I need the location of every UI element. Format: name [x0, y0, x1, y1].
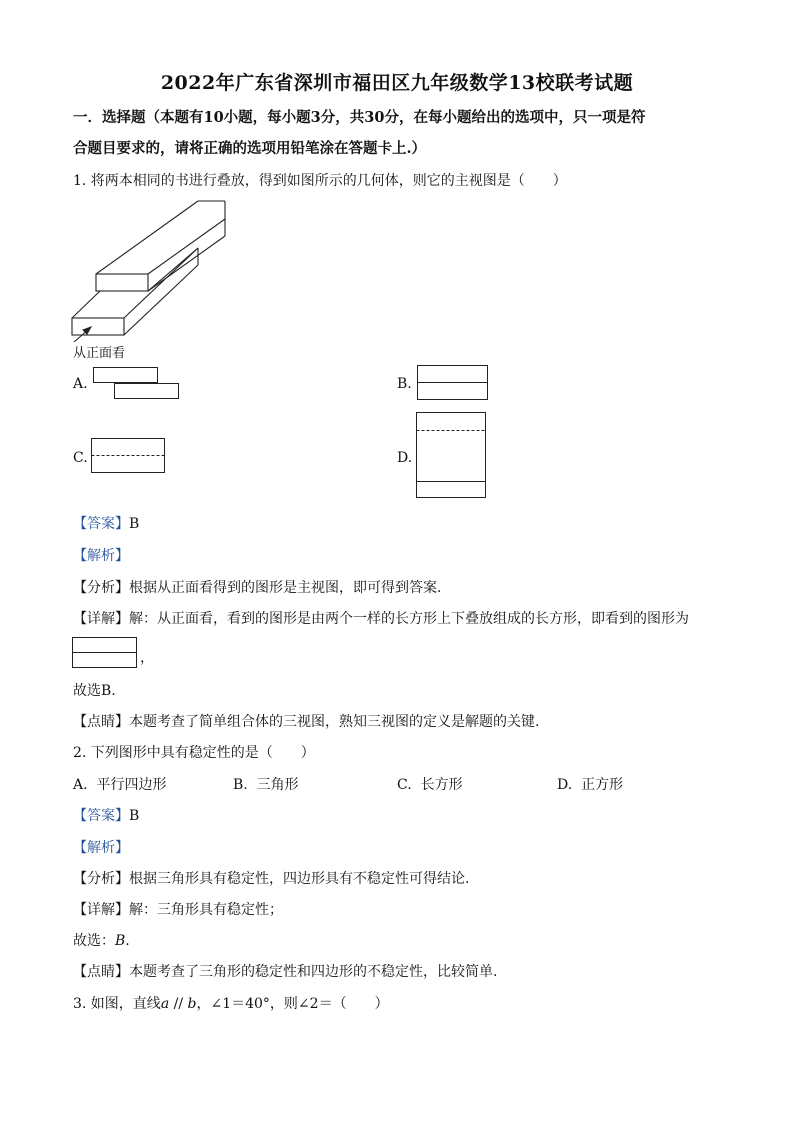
q2-conclusion-letter: B — [115, 933, 126, 949]
answer-tag: 【答案】 — [73, 516, 129, 532]
q2-option-c-letter: C. — [397, 777, 412, 793]
q2-xiangjie-tag: 【详解】 — [73, 902, 129, 918]
q3-stem-mid: ，∠1＝40°，则∠2＝（ ） — [196, 996, 389, 1012]
q2-option-c — [397, 775, 463, 795]
q2-option-b-text: 三角形 — [256, 777, 299, 793]
analysis-tag: 【解析】 — [73, 548, 129, 564]
question-1-stem: 1. 将两本相同的书进行叠放，得到如图所示的几何体，则它的主视图是（ ） — [73, 173, 567, 189]
bottom-book-bottom-edge — [124, 265, 198, 335]
q2-xiangjie-text: 解：三角形具有稳定性； — [129, 902, 283, 918]
stacked-books-figure — [70, 198, 230, 348]
question-3-stem — [73, 994, 389, 1014]
q3-var-b: b — [187, 996, 197, 1012]
q2-option-a-letter: A. — [73, 777, 88, 793]
fenxi-text: 根据从正面看得到的图形是主视图，即可得到答案. — [129, 580, 442, 596]
bottom-book-inner-edge — [148, 248, 198, 291]
q2-option-a — [73, 775, 166, 795]
q2-option-b-letter: B. — [233, 777, 248, 793]
inline-answer-figure — [72, 637, 138, 669]
q2-answer-value: B — [129, 808, 140, 824]
dianjing-text: 本题考查了简单组合体的三视图，熟知三视图的定义是解题的关键. — [129, 714, 540, 730]
q3-var-a: a — [160, 996, 170, 1012]
q2-option-a-text: 平行四边形 — [96, 777, 167, 793]
q3-stem-pre: 3. 如图，直线 — [73, 996, 161, 1012]
xiangjie-text: 解：从正面看，看到的图形是由两个一样的长方形上下叠放组成的长方形，即看到的图形为 — [129, 611, 689, 627]
question-2-stem: 2. 下列图形中具有稳定性的是（ ） — [73, 745, 315, 761]
option-b-figure — [417, 365, 489, 401]
option-a-label: A. — [73, 376, 88, 392]
figure-label: 从正面看 — [73, 346, 126, 361]
bottom-book-front — [72, 318, 124, 335]
conclusion-text: 故选B. — [73, 683, 116, 699]
xiangjie-tag: 【详解】 — [73, 611, 129, 627]
dianjing-tag: 【点睛】 — [73, 714, 129, 730]
option-c-label: C. — [73, 450, 88, 466]
q2-fenxi-tag: 【分析】 — [73, 871, 129, 887]
q2-analysis-tag: 【解析】 — [73, 840, 129, 856]
answer-value: B — [129, 516, 140, 532]
option-d-label: D. — [397, 450, 413, 466]
page-title: 2022年广东省深圳市福田区九年级数学13校联考试题 — [160, 72, 634, 94]
q2-option-d-text: 正方形 — [581, 777, 624, 793]
option-a-figure — [93, 367, 179, 400]
q2-option-c-text: 长方形 — [420, 777, 463, 793]
q3-parallel: // — [169, 996, 188, 1012]
bottom-book-top-left-edge — [72, 291, 100, 318]
q2-conclusion-pre: 故选： — [73, 933, 115, 949]
q2-dianjing-text: 本题考查了三角形的稳定性和四边形的不稳定性，比较简单. — [129, 964, 498, 980]
fenxi-tag: 【分析】 — [73, 580, 129, 596]
bottom-book-top-right-edge — [124, 248, 198, 318]
top-book-bottom-edge — [148, 236, 225, 291]
q2-fenxi-text: 根据三角形具有稳定性，四边形具有不稳定性可得结论. — [129, 871, 470, 887]
section-heading-line1: 一．选择题（本题有10小题，每小题3分，共30分，在每小题给出的选项中，只一项是符 — [73, 109, 646, 126]
option-b-label: B. — [397, 376, 412, 392]
section-heading-line2: 合题目要求的，请将正确的选项用铅笔涂在答题卡上.） — [73, 140, 427, 157]
q2-answer-tag: 【答案】 — [73, 808, 129, 824]
q2-option-d — [557, 775, 623, 795]
xiangjie-end: ， — [140, 650, 154, 666]
q2-conclusion-post: . — [125, 933, 130, 949]
q2-option-d-letter: D. — [557, 777, 573, 793]
top-book-top-right-edge — [148, 219, 225, 274]
option-d-figure — [416, 412, 488, 499]
q2-dianjing-tag: 【点睛】 — [73, 964, 129, 980]
option-c-figure — [91, 438, 166, 474]
q2-option-b — [233, 775, 299, 795]
top-book-front — [96, 274, 148, 291]
